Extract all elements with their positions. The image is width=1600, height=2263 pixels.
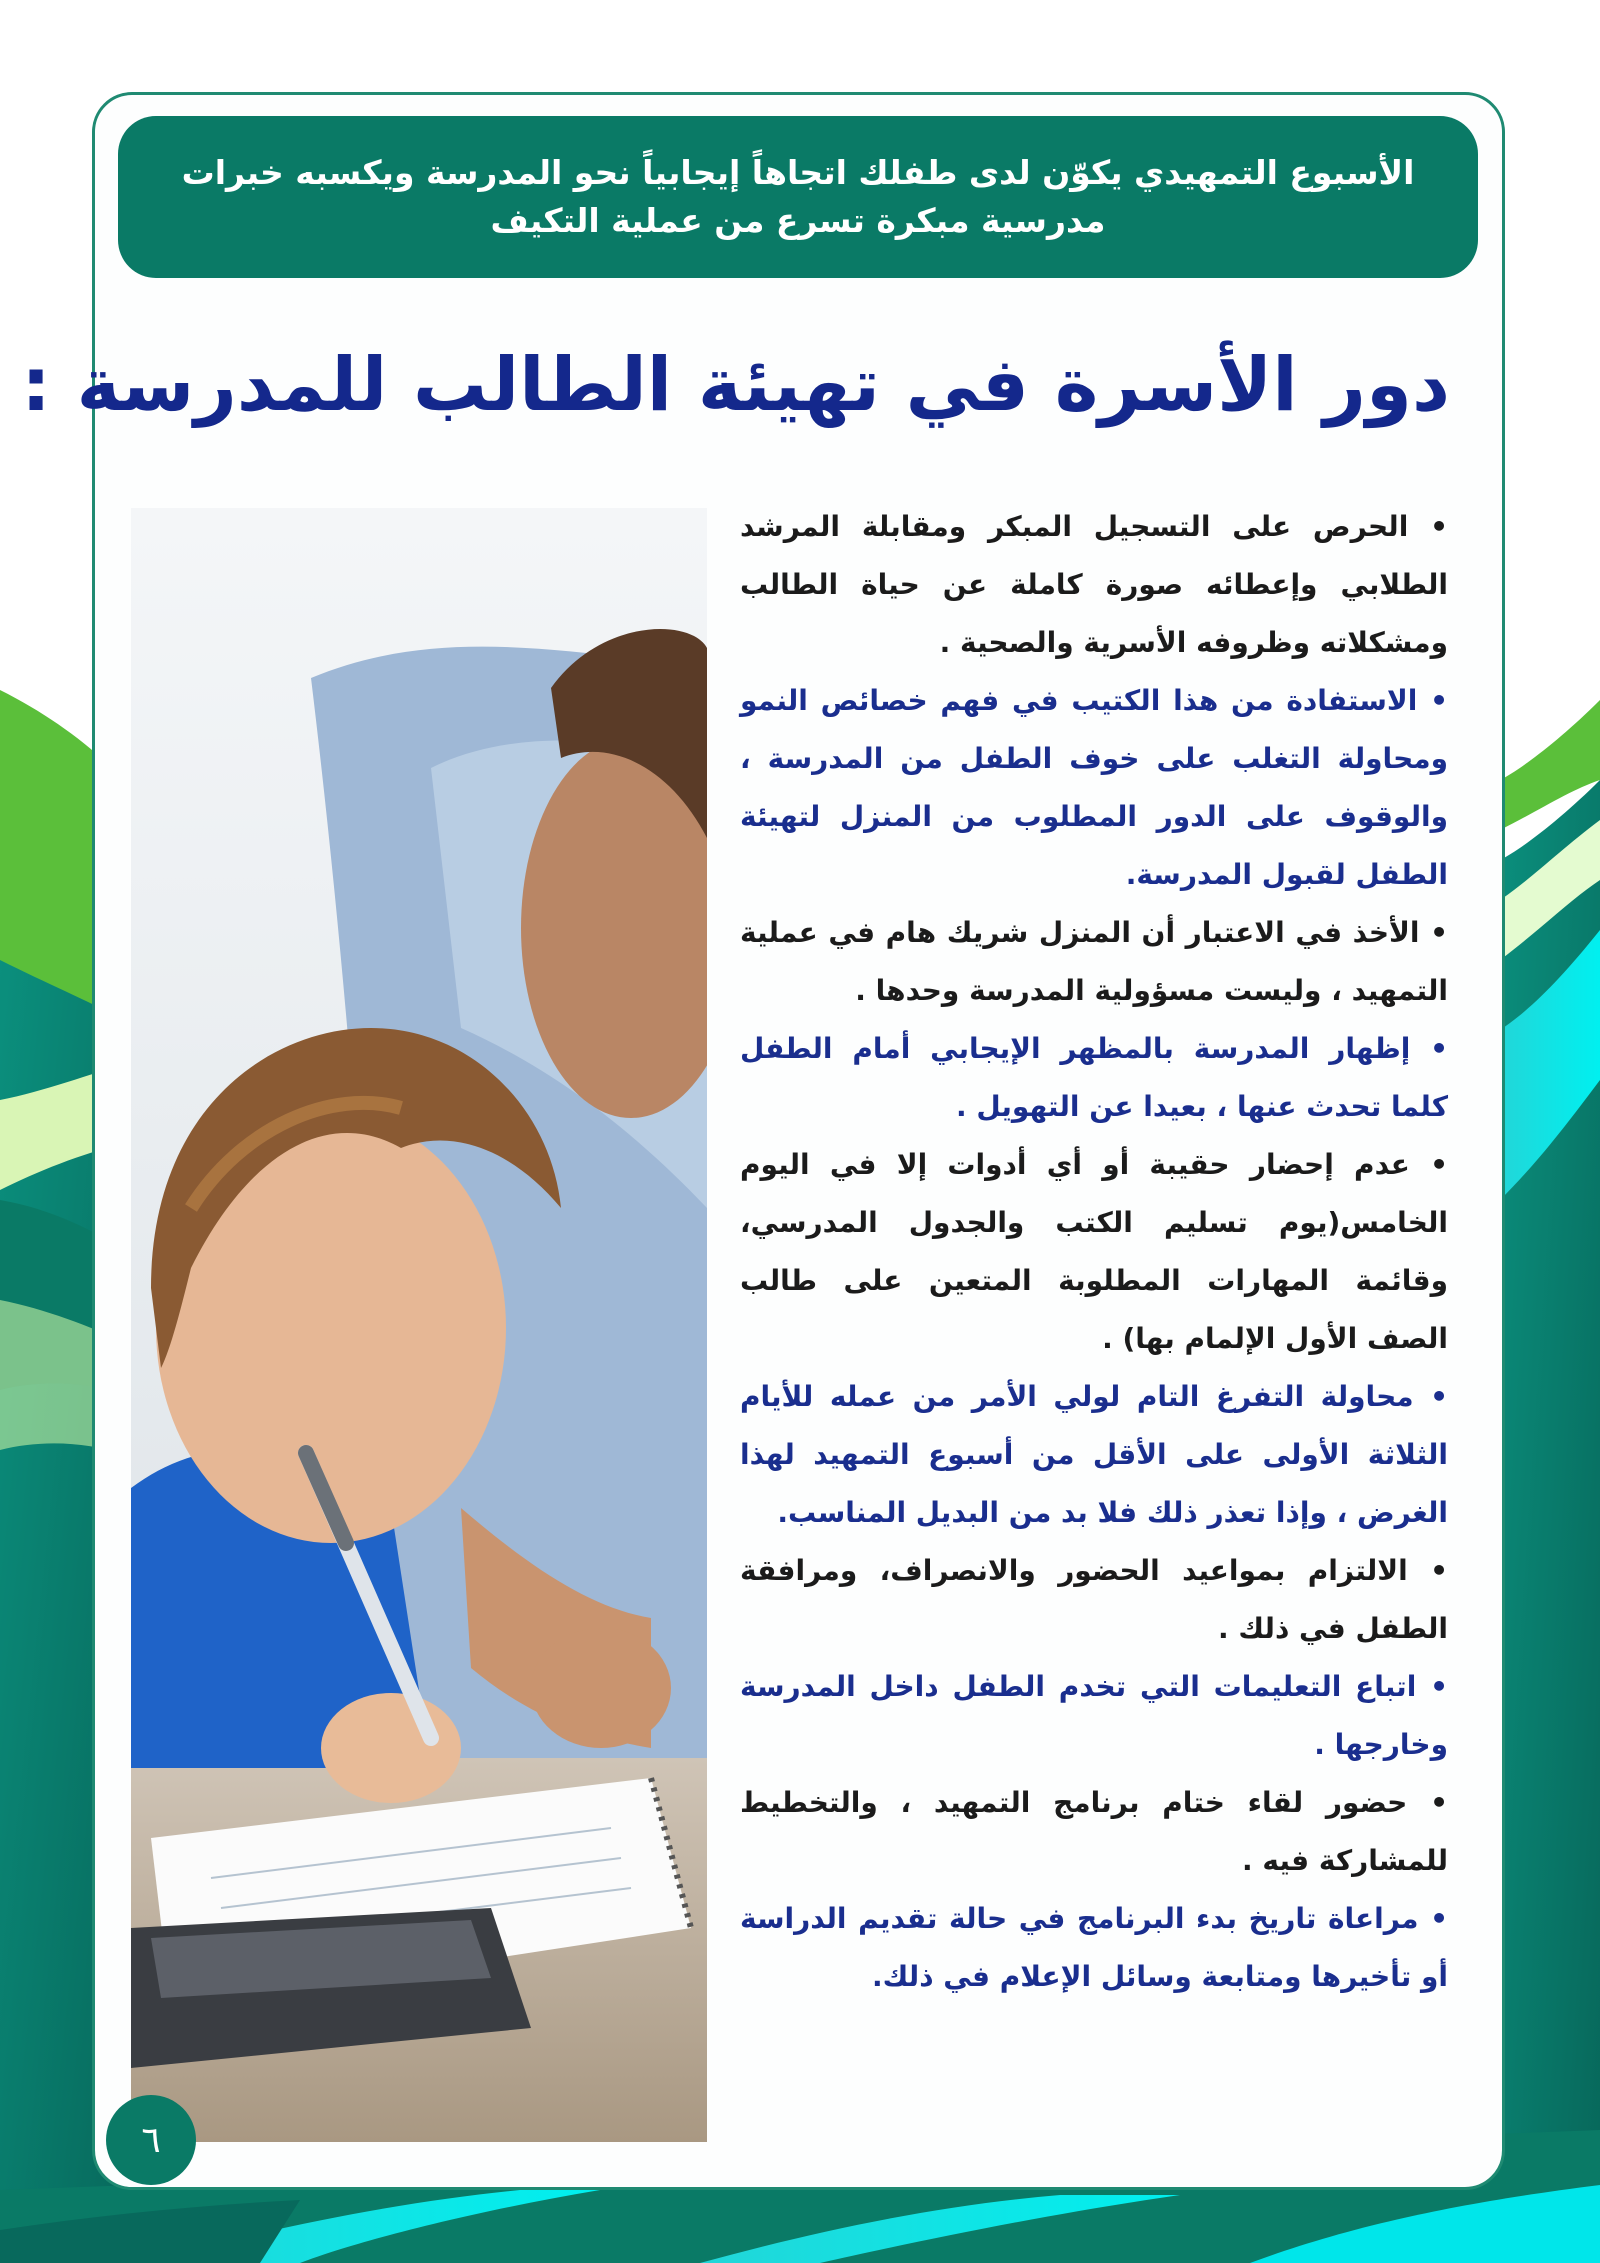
list-item: • الاستفادة من هذا الكتيب في فهم خصائص النمو ومحاولة التغلب على خوف الطفل من المدرسة ، والوقوف على الدور المطلوب من المنزل لتهيئة الطفل لقبول المدرسة. [740,684,1448,891]
list-item: • الالتزام بمواعيد الحضور والانصراف، ومرافقة الطفل في ذلك . [740,1554,1448,1645]
page-number-badge [106,2095,196,2185]
list-item: • الحرص على التسجيل المبكر ومقابلة المرشد الطلابي وإعطائه صورة كاملة عن حياة الطالب ومشكلاته وظروفه الأسرية والصحية . [740,510,1448,659]
father-son-photo [131,508,707,2142]
family-role-list [740,498,1448,2006]
list-item: • الأخذ في الاعتبار أن المنزل شريك هام في عملية التمهيد ، وليست مسؤولية المدرسة وحدها . [740,916,1448,1007]
list-item: • محاولة التفرغ التام لولي الأمر من عمله للأيام الثلاثة الأولى على الأقل من أسبوع التمهيد لهذا الغرض ، وإذا تعذر ذلك فلا بد من البديل المناسب. [740,1380,1448,1529]
list-item: • إظهار المدرسة بالمظهر الإيجابي أمام الطفل كلما تحدث عنها ، بعيدا عن التهويل . [740,1032,1448,1123]
intro-banner [118,116,1478,278]
page-number: ٦ [141,2119,161,2161]
page-heading: دور الأسرة في تهيئة الطالب للمدرسة : [21,342,1450,428]
list-item: • مراعاة تاريخ بدء البرنامج في حالة تقديم الدراسة أو تأخيرها ومتابعة وسائل الإعلام في ذلك. [740,1902,1448,1993]
intro-banner-text: الأسبوع التمهيدي يكوّن لدى طفلك اتجاهاً إيجابياً نحو المدرسة ويكسبه خبرات مدرسية مبكرة تسرع من عملية التكيف [181,153,1415,240]
list-item: • اتباع التعليمات التي تخدم الطفل داخل المدرسة وخارجها . [740,1670,1448,1761]
list-item: • عدم إحضار حقيبة أو أي أدوات إلا في اليوم الخامس(يوم تسليم الكتب والجدول المدرسي، وقائمة المهارات المطلوبة المتعين على طالب الصف الأول الإلمام بها) . [740,1148,1448,1355]
list-item: • حضور لقاء ختام برنامج التمهيد ، والتخطيط للمشاركة فيه . [740,1786,1448,1877]
